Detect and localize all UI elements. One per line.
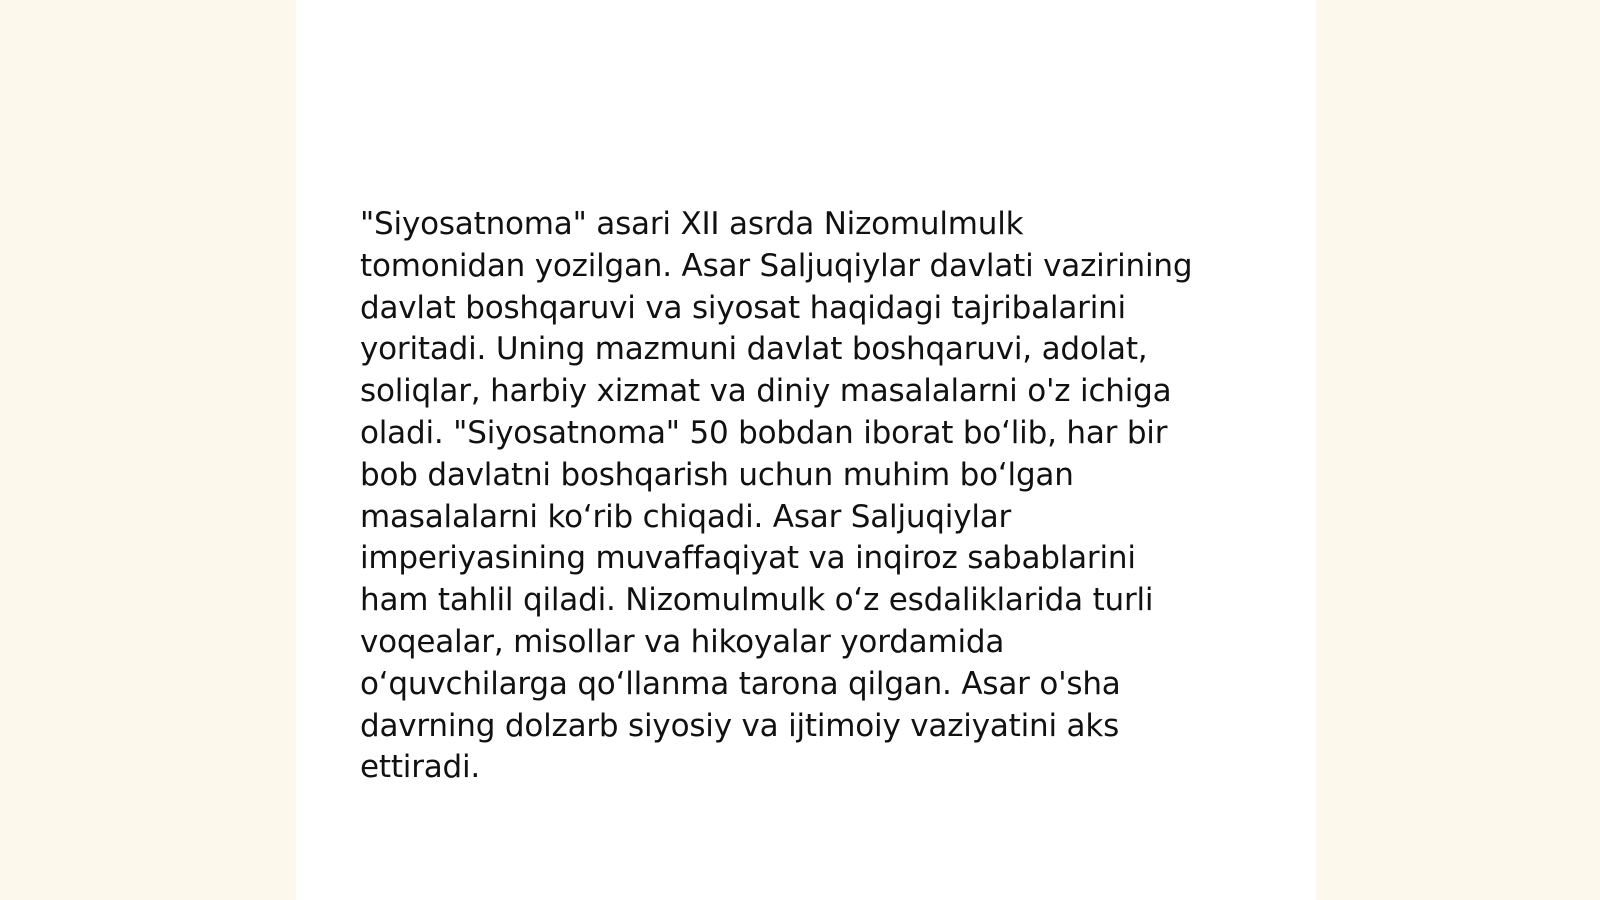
paragraph-line: "Siyosatnoma" asari XII asrda Nizomulmulk xyxy=(360,206,1024,242)
body-paragraph xyxy=(360,204,1260,789)
paragraph-line: soliqlar, harbiy xizmat va diniy masalalarni o'z ichiga xyxy=(360,373,1172,410)
left-margin-background xyxy=(0,0,296,900)
right-margin-background xyxy=(1316,0,1600,900)
slide-page xyxy=(296,0,1316,900)
paragraph-line: imperiyasining muvaffaqiyat va inqiroz sabablarini xyxy=(360,540,1136,577)
paragraph-line: ham tahlil qiladi. Nizomulmulk o‘z esdaliklarida turli xyxy=(360,582,1154,619)
paragraph-line: masalalarni ko‘rib chiqadi. Asar Saljuqiylar xyxy=(360,498,1012,535)
paragraph-line: davlat boshqaruvi va siyosat haqidagi tajribalarini xyxy=(360,289,1126,326)
paragraph-line: ettiradi. xyxy=(360,749,481,786)
paragraph-line: o‘quvchilarga qo‘llanma tarona qilgan. Asar o'sha xyxy=(360,665,1121,702)
paragraph-line: davrning dolzarb siyosiy va ijtimoiy vaziyatini aks xyxy=(360,707,1120,744)
paragraph-line: tomonidan yozilgan. Asar Saljuqiylar davlati vazirining xyxy=(360,247,1193,284)
paragraph-line: bob davlatni boshqarish uchun muhim bo‘lgan xyxy=(360,456,1074,493)
paragraph-line: oladi. "Siyosatnoma" 50 bobdan iborat bo‘lib, har bir xyxy=(360,414,1168,451)
paragraph-line: voqealar, misollar va hikoyalar yordamida xyxy=(360,623,1005,660)
paragraph-line: yoritadi. Uning mazmuni davlat boshqaruvi, adolat, xyxy=(360,331,1148,368)
